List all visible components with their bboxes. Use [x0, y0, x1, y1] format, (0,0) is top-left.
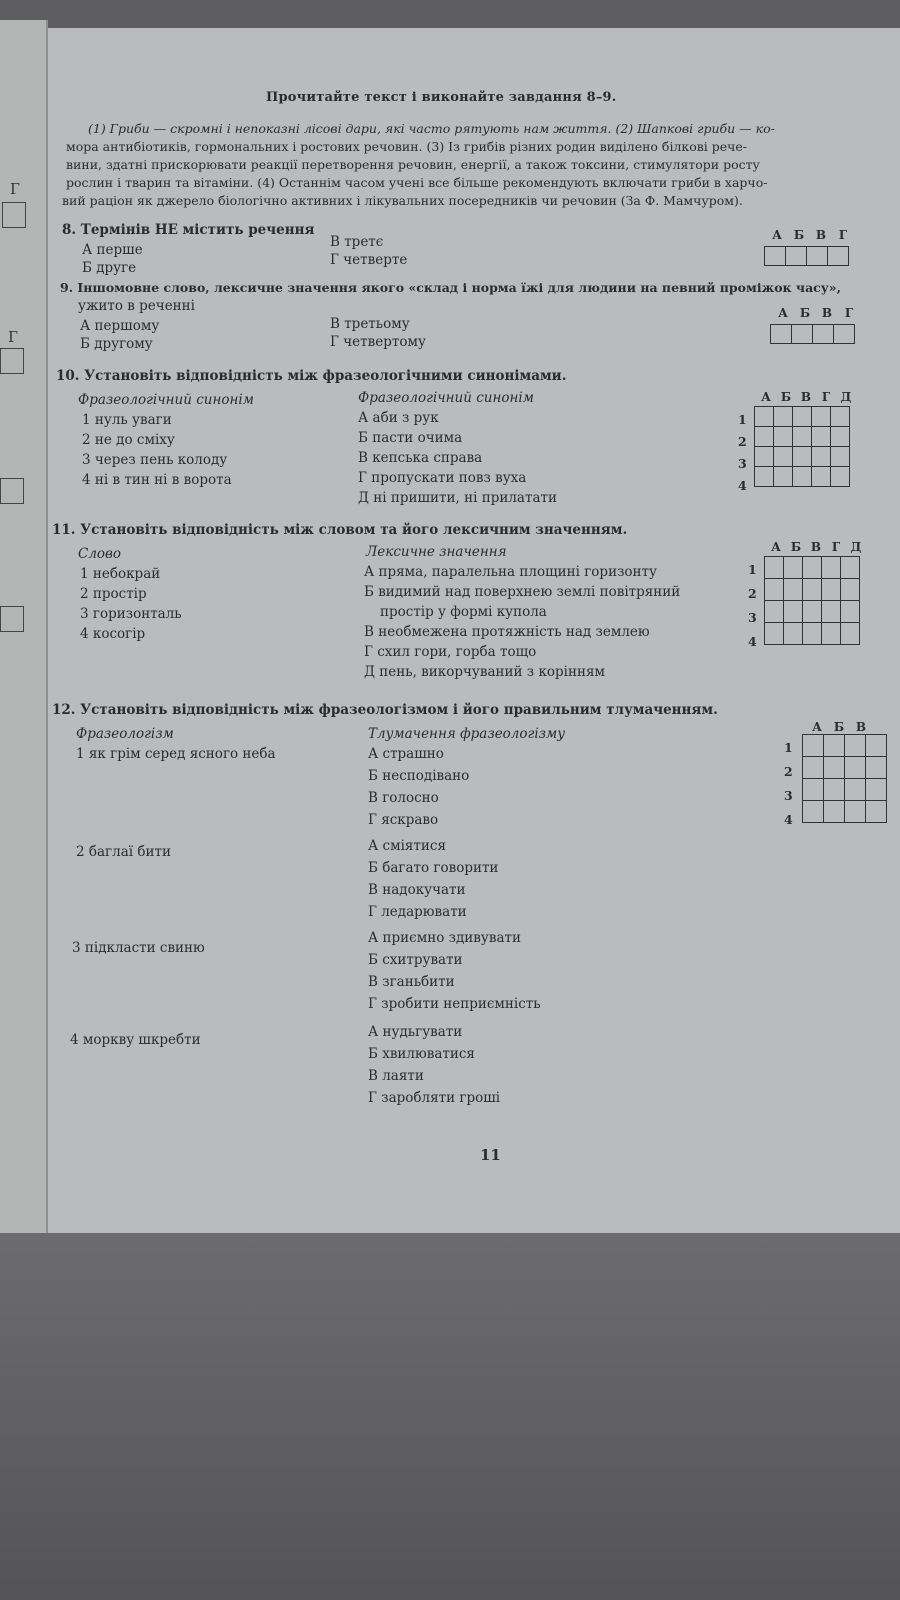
reading-text-line: вий раціон як джерело біологічно активних і лікувальних посередників чи речовин (За Ф. Мамчуром).	[62, 193, 743, 208]
reading-text-line: (1) Гриби — скромні і непоказні лісові дари, які часто рятують нам життя. (2) Шапкові гриби — ко-	[88, 121, 775, 136]
q11-answer-grid	[764, 556, 860, 645]
q11-right-item: Д пень, викорчуваний з корінням	[364, 664, 605, 680]
answer-cell[interactable]	[841, 579, 860, 601]
answer-cell[interactable]	[755, 467, 774, 487]
answer-letter: Г	[838, 228, 848, 242]
background-surface	[0, 1233, 900, 1600]
answer-letter: А	[771, 540, 781, 554]
answer-letter: Г	[831, 540, 841, 554]
q11-right-item: Г схил гори, горба тощо	[364, 644, 537, 660]
q8-option-d: Г четверте	[330, 252, 408, 268]
answer-cell[interactable]	[824, 801, 845, 823]
row-number: 1	[784, 740, 793, 755]
question-12-title: 12. Установіть відповідність між фразеологізмом і його правильним тлумаченням.	[52, 702, 718, 718]
answer-letter: Б	[790, 540, 802, 554]
answer-cell[interactable]	[803, 557, 822, 579]
left-page-letter: Г	[8, 328, 18, 346]
answer-letter: В	[810, 540, 822, 554]
q12-option: Б багато говорити	[368, 860, 499, 876]
answer-cell[interactable]	[765, 247, 786, 266]
q12-phrase: 3 підкласти свиню	[72, 940, 205, 956]
q11-right-item: Б видимий над поверхнею землі повітряний	[364, 584, 681, 600]
q9-option-a: А першому	[80, 318, 160, 334]
q12-option: А приємно здивувати	[368, 930, 521, 946]
row-number: 2	[784, 764, 793, 779]
row-number: 2	[738, 434, 747, 449]
q11-right-item: В необмежена протяжність над землею	[364, 624, 650, 640]
answer-cell[interactable]	[824, 735, 845, 757]
answer-cell[interactable]	[831, 427, 850, 447]
answer-letter: Г	[821, 390, 831, 404]
answer-cell[interactable]	[824, 779, 845, 801]
q9-option-d: Г четвертому	[330, 334, 426, 350]
answer-cell[interactable]	[831, 467, 850, 487]
q12-right-header: Тлумачення фразеологізму	[368, 726, 566, 742]
q12-option: Г зробити неприємність	[368, 996, 541, 1012]
q12-option: Г заробляти гроші	[368, 1090, 501, 1106]
answer-cell[interactable]	[866, 757, 887, 779]
q12-option: А страшно	[368, 746, 444, 762]
q12-option: В надокучати	[368, 882, 466, 898]
answer-cell[interactable]	[793, 427, 812, 447]
q10-left-item: 2 не до сміху	[82, 432, 175, 448]
answer-cell[interactable]	[866, 801, 887, 823]
answer-cell[interactable]	[803, 601, 822, 623]
q12-option: Г ледарювати	[368, 904, 467, 920]
q12-left-header: Фразеологізм	[76, 726, 174, 742]
q10-right-item: Б пасти очима	[358, 430, 463, 446]
row-number: 4	[784, 812, 793, 827]
q12-phrase: 2 баглаї бити	[76, 844, 171, 860]
q9-option-b: Б другому	[80, 336, 153, 352]
reading-text-line: мора антибіотиків, гормональних і ростових речовин. (3) Із грибів різних родин виділено білкові рече-	[66, 139, 748, 154]
row-number: 2	[748, 586, 757, 601]
answer-letter: В	[815, 228, 827, 242]
answer-cell[interactable]	[866, 735, 887, 757]
q12-option: Б хвилюватися	[368, 1046, 475, 1062]
answer-cell[interactable]	[765, 557, 784, 579]
q12-option: А сміятися	[368, 838, 446, 854]
answer-cell[interactable]	[845, 757, 866, 779]
row-number: 1	[738, 412, 747, 427]
answer-letter: В	[821, 306, 833, 320]
answer-cell[interactable]	[841, 601, 860, 623]
q12-option: Б несподівано	[368, 768, 470, 784]
q10-left-item: 3 через пень колоду	[82, 452, 228, 468]
answer-letter: А	[778, 306, 788, 320]
answer-cell[interactable]	[793, 407, 812, 427]
answer-cell[interactable]	[828, 247, 849, 266]
question-11-title: 11. Установіть відповідність між словом та його лексичним значенням.	[52, 522, 628, 538]
q9-answer-grid	[770, 324, 855, 344]
q11-answer-letters	[766, 540, 866, 554]
answer-cell[interactable]	[765, 579, 784, 601]
answer-cell[interactable]	[841, 623, 860, 645]
q12-answer-letters	[806, 720, 872, 734]
q11-left-item: 2 простір	[80, 586, 147, 602]
answer-cell[interactable]	[822, 557, 841, 579]
answer-cell[interactable]	[812, 447, 831, 467]
q12-phrase: 4 моркву шкребти	[70, 1032, 201, 1048]
q12-option: В лаяти	[368, 1068, 424, 1084]
answer-cell[interactable]	[774, 447, 793, 467]
answer-cell[interactable]	[807, 247, 828, 266]
answer-cell[interactable]	[845, 779, 866, 801]
left-page-edge	[0, 20, 48, 1245]
q11-left-header: Слово	[78, 546, 122, 562]
q12-option: В голосно	[368, 790, 439, 806]
left-page-answer-box	[0, 478, 24, 504]
q10-right-item: Г пропускати повз вуха	[358, 470, 527, 486]
intro-title: Прочитайте текст і виконайте завдання 8–9.	[266, 90, 617, 105]
q12-option: Б схитрувати	[368, 952, 463, 968]
left-page-answer-box	[2, 202, 26, 228]
answer-cell[interactable]	[813, 325, 834, 344]
q12-option: А нудьгувати	[368, 1024, 463, 1040]
row-number: 3	[738, 456, 747, 471]
answer-cell[interactable]	[866, 779, 887, 801]
answer-letter: А	[812, 720, 822, 734]
answer-letter: Г	[844, 306, 854, 320]
q12-answer-grid	[802, 734, 887, 823]
answer-cell[interactable]	[803, 779, 824, 801]
question-9-title-cont: ужито в реченні	[78, 298, 195, 314]
row-number: 3	[748, 610, 757, 625]
answer-cell[interactable]	[755, 427, 774, 447]
q11-left-item: 4 косогір	[80, 626, 146, 642]
q11-right-item: А пряма, паралельна площині горизонту	[364, 564, 657, 580]
row-number: 3	[784, 788, 793, 803]
answer-cell[interactable]	[755, 407, 774, 427]
answer-cell[interactable]	[803, 801, 824, 823]
q8-option-b: Б друге	[82, 260, 137, 276]
answer-cell[interactable]	[784, 601, 803, 623]
answer-cell[interactable]	[845, 735, 866, 757]
answer-letter: А	[772, 228, 782, 242]
q8-option-a: А перше	[82, 242, 143, 258]
question-10-title: 10. Установіть відповідність між фразеологічними синонімами.	[56, 368, 567, 384]
left-page-answer-box	[0, 606, 24, 632]
q10-right-item: А аби з рук	[358, 410, 439, 426]
answer-cell[interactable]	[845, 801, 866, 823]
answer-letter: Б	[799, 306, 811, 320]
q11-left-item: 1 небокрай	[80, 566, 161, 582]
answer-cell[interactable]	[822, 623, 841, 645]
reading-text-line: рослин і тварин та вітаміни. (4) Останнім часом учені все більше рекомендують включати гриби в харчо-	[66, 175, 768, 190]
q8-option-c: В третє	[330, 234, 384, 250]
q10-left-item: 1 нуль уваги	[82, 412, 172, 428]
answer-cell[interactable]	[774, 407, 793, 427]
q10-answer-grid	[754, 406, 850, 487]
row-number: 4	[748, 634, 757, 649]
q9-answer-letters	[772, 306, 860, 320]
answer-letter: Д	[850, 540, 862, 554]
answer-cell[interactable]	[784, 579, 803, 601]
question-9-title: 9. Іншомовне слово, лексичне значення якого «склад і норма їжі для людини на певний проміжок часу»,	[60, 280, 841, 295]
q12-option: Г яскраво	[368, 812, 439, 828]
workbook-page	[48, 28, 900, 1233]
answer-cell[interactable]	[765, 601, 784, 623]
answer-cell[interactable]	[824, 757, 845, 779]
answer-cell[interactable]	[784, 623, 803, 645]
q10-right-item: Д ні пришити, ні прилатати	[358, 490, 557, 506]
q8-answer-letters	[766, 228, 854, 242]
left-page-letter: Г	[10, 180, 20, 198]
answer-letter: В	[800, 390, 812, 404]
answer-cell[interactable]	[793, 447, 812, 467]
answer-letter: А	[761, 390, 771, 404]
answer-letter: Б	[833, 720, 845, 734]
answer-cell[interactable]	[831, 447, 850, 467]
row-number: 1	[748, 562, 757, 577]
q12-phrase: 1 як грім серед ясного неба	[76, 746, 276, 762]
answer-cell[interactable]	[793, 467, 812, 487]
answer-cell[interactable]	[822, 579, 841, 601]
answer-cell[interactable]	[803, 735, 824, 757]
answer-cell[interactable]	[803, 623, 822, 645]
answer-cell[interactable]	[812, 407, 831, 427]
answer-cell[interactable]	[834, 325, 855, 344]
q12-option: В зганьбити	[368, 974, 455, 990]
answer-cell[interactable]	[812, 467, 831, 487]
q10-left-header: Фразеологічний синонім	[78, 392, 254, 408]
answer-letter: В	[855, 720, 867, 734]
q9-option-c: В третьому	[330, 316, 410, 332]
row-number: 4	[738, 478, 747, 493]
reading-text-line: вини, здатні прискорювати реакції перетворення речовин, енергії, а також токсини, стимулятори росту	[66, 157, 760, 172]
q10-answer-letters	[756, 390, 856, 404]
answer-cell[interactable]	[786, 247, 807, 266]
answer-cell[interactable]	[792, 325, 813, 344]
answer-cell[interactable]	[774, 467, 793, 487]
page-number: 11	[480, 1146, 501, 1164]
answer-cell[interactable]	[841, 557, 860, 579]
answer-letter: Б	[793, 228, 805, 242]
answer-cell[interactable]	[831, 407, 850, 427]
q11-right-header: Лексичне значення	[366, 544, 507, 560]
answer-cell[interactable]	[803, 757, 824, 779]
left-page-answer-box	[0, 348, 24, 374]
answer-cell[interactable]	[784, 557, 803, 579]
answer-letter: Б	[780, 390, 792, 404]
q8-answer-grid	[764, 246, 849, 266]
question-8-title: 8. Термінів НЕ містить речення	[62, 222, 315, 238]
answer-cell[interactable]	[774, 427, 793, 447]
answer-cell[interactable]	[755, 447, 774, 467]
answer-letter: Д	[840, 390, 852, 404]
q10-right-item: В кепська справа	[358, 450, 483, 466]
answer-cell[interactable]	[812, 427, 831, 447]
answer-cell[interactable]	[771, 325, 792, 344]
answer-cell[interactable]	[803, 579, 822, 601]
q10-right-header: Фразеологічний синонім	[358, 390, 534, 406]
answer-cell[interactable]	[822, 601, 841, 623]
answer-cell[interactable]	[765, 623, 784, 645]
q11-right-item-cont: простір у формі купола	[380, 604, 547, 620]
q11-left-item: 3 горизонталь	[80, 606, 182, 622]
q10-left-item: 4 ні в тин ні в ворота	[82, 472, 232, 488]
